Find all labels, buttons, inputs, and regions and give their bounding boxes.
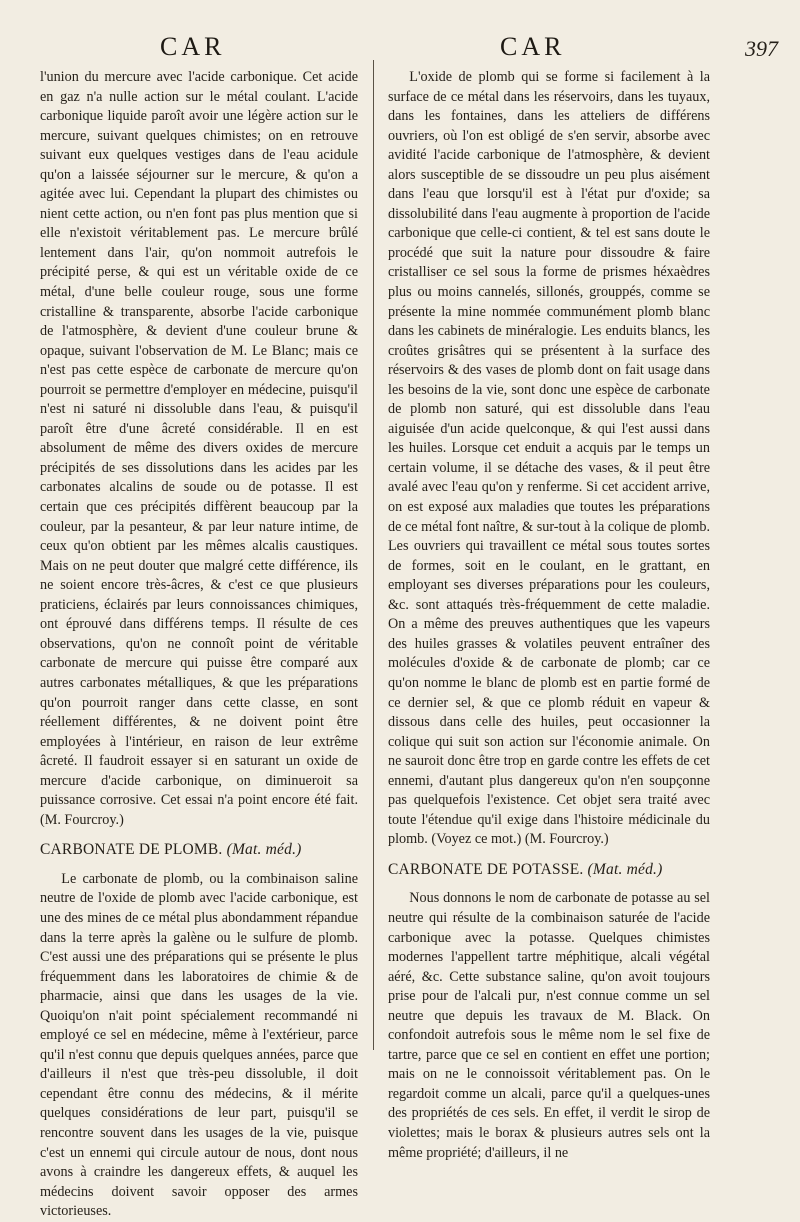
heading-tag: (Mat. méd.) bbox=[226, 841, 302, 859]
heading-tag: (Mat. méd.) bbox=[587, 860, 663, 878]
left-column bbox=[40, 68, 358, 1222]
running-head-right: CAR bbox=[500, 32, 566, 61]
paragraph-mercure: l'union du mercure avec l'acide carbonique. Cet acide en gaz n'a nulle action sur le métal coulant. L'acide carbonique liquide paroît avoir une légère action sur le mercure, suivant quelques chimistes; on en retrouve suivant eux quelques vestiges dans de l'eau acidule qu'on a laissée séjourner sur le mercure, & qu'on a agitée avec lui. Cependant la plupart des chimistes ou nient cette action, ou n'en font pas plus mention que si elle n'existoit véritablement pas. Le mercure brûlé lentement dans l'air, qu'on nommoit autrefois le précipité perse, & qui est un véritable oxide de ce métal, d'une belle couleur rouge, sous une forme cristalline & transparente, absorbe l'acide carbonique de l'atmosphère, & devient d'une couleur brune & opaque, suivant l'observation de M. Le Blanc; mais ce n'est pas cette espèce de carbonate de mercure qu'on pourroit se permettre d'employer en médecine, puisqu'il n'est ni saturé ni dissoluble dans l'eau, & puisqu'il paroît être d'une âcreté considérable. Il en est absolument de même des divers oxides de mercure précipités de ses dissolutions dans les acides par les carbonates alcalins de soude ou de potasse. Il est certain que ces précipités diffèrent beaucoup par la couleur, par la pesanteur, & par leur nature intime, de ceux qu'on obtient par les mêmes alcalis caustiques. Mais on ne peut douter que malgré cette différence, ils ne soient encore très-âcres, & c'est ce que plusieurs praticiens, éclairés par leurs connoissances chimiques, ont éprouvé dans différens temps. Il résulte de ces observations, qu'on ne connoît point de véritable carbonate de mercure qui puisse être comparé aux autres carbonates métalliques, & que les préparations qu'on pourroit ranger dans cette classe, en sont réellement différentes, & ne doivent point être employées à l'intérieur, en raison de leur extrême âcreté. Il faudroit essayer si en saturant un oxide de mercure d'acide carbonique, on diminueroit sa puissance corrosive. Cet essai n'a point encore été fait. (M. Fourcroy.) bbox=[40, 69, 358, 828]
page-number: 397 bbox=[745, 36, 778, 61]
running-head-left: CAR bbox=[160, 32, 226, 61]
heading-carbonate-de-plomb bbox=[40, 840, 358, 860]
heading-carbonate-de-potasse bbox=[388, 860, 710, 880]
paragraph-plomb: Le carbonate de plomb, ou la combinaison saline neutre de l'oxide de plomb avec l'acide carbonique, est une des mines de ce métal plus abondamment répandue dans la terre après la galène ou le sulfure de plomb. C'est aussi une des préparations qui se présente le plus fréquemment dans les laboratoires de chimie & de pharmacie, ainsi que dans les usages de la vie. Quoiqu'on n'ait point spécialement recommandé ni employé ce sel en médecine, même à l'extérieur, parce qu'il n'est connu que depuis quelques années, parce que d'ailleurs il n'est que très-peu dissoluble, il doit cependant être connu des médecins, & il mérite quelques considérations de leur part, puisqu'il se rencontre souvent dans les usages de la vie, puisque c'est un ennemi qui circule autour de nous, dont nous avons à craindre les dangereux effets, & auquel les médecins doivent savoir opposer des armes victorieuses. bbox=[40, 870, 358, 1220]
right-column bbox=[388, 68, 710, 1163]
paragraph-oxide-plomb: L'oxide de plomb qui se forme si facilement à la surface de ce métal dans les réservoirs, dans les tuyaux, dans les fontaines, dans les atteliers de différens ouvriers, où l'on est obligé de s'en servir, absorbe avec avidité l'acide carbonique de l'atmosphère, & devient alors susceptible de se dissoudre un peu plus aisément dans l'eau que lorsqu'il est à l'état pur d'oxide; sa dissolubilité dans l'eau augmente à proportion de l'acide carbonique que celle-ci contient, & tel est sans doute le procédé que suit la nature pour dissoudre & faire cristalliser ce sel sous la forme de prismes héxaèdres plus ou moins cannelés, sillonés, grouppés, comme se présente la mine nommée communément plomb blanc dans les cabinets de minéralogie. Les enduits blancs, les croûtes grisâtres qui se présentent à la surface des réservoirs & des vases de plomb dont on fait usage dans les besoins de la vie, sont donc une espèce de carbonate de plomb non saturé, qui est dissoluble dans l'eau aiguisée d'un acide quelconque, & qui l'est aussi dans les huiles. Lorsque cet enduit a acquis par le temps un certain volume, il se détache des vases, & il peut être avalé avec l'eau qu'on y renferme. Si cet accident arrive, on est exposé aux maladies que toutes les préparations de ce métal font naître, & sur-tout à la colique de plomb. Les ouvriers qui travaillent ce métal sous toutes sortes de formes, soit en le coulant, en le grattant, en employant ses diverses préparations pour les couleurs, &c. sont attaqués très-fréquemment de cette maladie. On a même des preuves authentiques que les vapeurs des huiles grasses & volatiles peuvent entraîner des molécules d'oxide & de carbonate de plomb; car ce qu'on nomme le blanc de plomb est en partie formé de ce dernier sel, & que ce plomb réduit en vapeur & dissous dans celle des huiles, peut occasionner la colique qui suit son action sur l'économie animale. On ne sauroit donc être trop en garde contre les effets de cet ennemi, d'autant plus dangereux qu'on n'en soupçonne pas quelquefois l'existence. Cet objet sera traité avec toute l'étendue qu'il exige dans l'histoire médicinale du plomb. (Voyez ce mot.) (M. Fourcroy.) bbox=[388, 69, 710, 848]
column-divider bbox=[373, 60, 374, 1050]
paragraph-potasse: Nous donnons le nom de carbonate de potasse au sel neutre qui résulte de la combinaison saturée de l'acide carbonique avec la potasse. Quelques chimistes modernes l'appellent tartre méphitique, alcali végétal aéré, &c. Cette substance saline, qu'on avoit toujours prise pour de l'alcali pur, n'est connue comme un sel neutre que depuis les travaux de M. Black. On confondoit autrefois sous le même nom le sel fixe de tartre, parce que ce sel en contient en effet une portion; mais on ne le connoissoit véritablement pas. On le regardoit comme un alcali, parce qu'il a quelques-unes des propriétés de ces sels. En effet, il verdit le sirop de violettes; mais le borax & plusieurs autres sels ont la même propriété; d'ailleurs, il ne bbox=[388, 890, 710, 1161]
heading-title: CARBONATE DE POTASSE. bbox=[388, 860, 584, 878]
heading-title: CARBONATE DE PLOMB. bbox=[40, 841, 223, 859]
